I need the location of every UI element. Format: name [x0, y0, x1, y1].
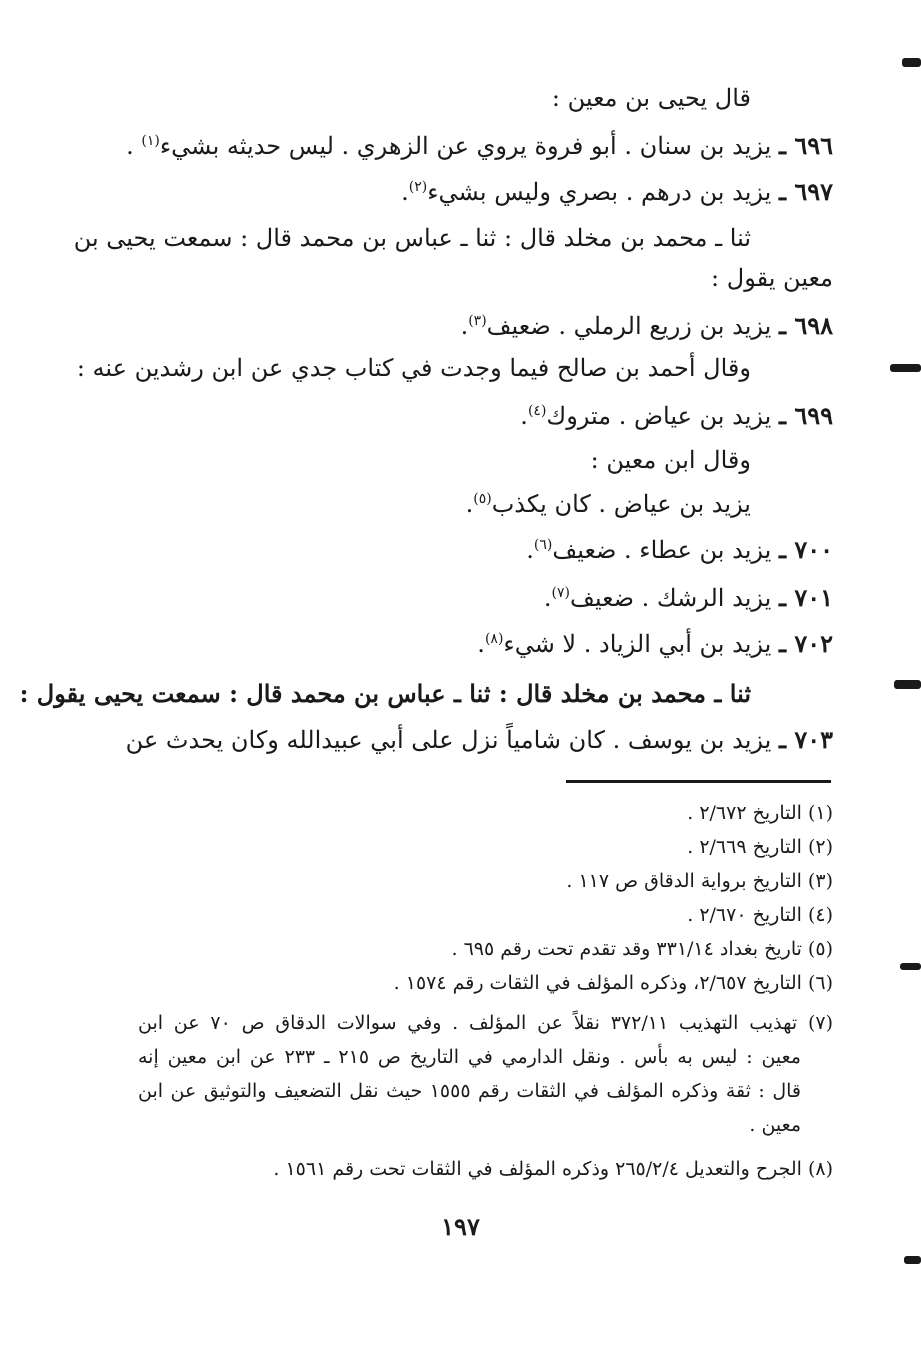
entry-number: ٦٩٩ ـ	[778, 401, 833, 430]
isnad-line: ثنا ـ محمد بن مخلد قال : ثنا ـ عباس بن محمد قال : سمعت يحيى يقول :	[19, 679, 751, 708]
text-line: معين يقول :	[711, 264, 833, 292]
entry-number: ٦٩٦ ـ	[778, 131, 833, 160]
footnote-ref: (٨)	[484, 631, 504, 647]
text-line: يزيد بن عياض . كان يكذب$^{(٥)}$.	[465, 490, 751, 518]
footnote-1: (١) التاريخ ٢/٦٧٢ .	[687, 802, 833, 824]
scan-edge-mark	[894, 680, 921, 689]
footnote-7-cont: معين .	[749, 1114, 801, 1136]
scan-edge-mark	[902, 58, 921, 67]
entry-703: ٧٠٣ ـ يزيد بن يوسف . كان شامياً نزل على أبي عبيدالله وكان يحدث عن	[125, 725, 833, 754]
entry-number: ٧٠٣ ـ	[778, 725, 833, 754]
entry-number: ٦٩٨ ـ	[778, 311, 833, 340]
footnote-7: (٧) تهذيب التهذيب ٣٧٢/١١ نقلاً عن المؤلف . وفي سوالات الدقاق ص ٧٠ عن ابن	[138, 1012, 833, 1034]
entry-700: ٧٠٠ ـ يزيد بن عطاء . ضعيف$^{(٦)}$.	[526, 535, 833, 564]
entry-number: ٧٠٠ ـ	[778, 535, 833, 564]
entry-698: ٦٩٨ ـ يزيد بن زريع الرملي . ضعيف$^{(٣)}$.	[460, 311, 833, 340]
footnote-5: (٥) تاريخ بغداد ٣٣١/١٤ وقد تقدم تحت رقم ٦٩٥ .	[451, 938, 833, 960]
page-number: ١٩٧	[441, 1212, 480, 1241]
footnote-ref: (٤)	[527, 403, 547, 419]
text-line: قال يحيى بن معين :	[551, 84, 751, 112]
text-line: وقال أحمد بن صالح فيما وجدت في كتاب جدي عن ابن رشدين عنه :	[76, 354, 751, 382]
footnote-7-cont: معين : ليس به بأس . ونقل الدارمي في التاريخ ص ٢١٥ ـ ٢٣٣ عن ابن معين إنه	[138, 1046, 801, 1068]
footnote-ref: (٢)	[408, 179, 428, 195]
entry-number: ٧٠١ ـ	[778, 583, 833, 612]
footnote-ref: (٣)	[468, 313, 487, 329]
footnote-ref: (٥)	[473, 491, 492, 507]
isnad-line: ثنا ـ محمد بن مخلد قال : ثنا ـ عباس بن محمد قال : سمعت يحيى بن	[73, 224, 751, 252]
footnote-8: (٨) الجرح والتعديل ٢٦٥/٢/٤ وذكره المؤلف في الثقات تحت رقم ١٥٦١ .	[273, 1158, 833, 1180]
footnote-ref: (٦)	[533, 537, 553, 553]
entry-699: ٦٩٩ ـ يزيد بن عياض . متروك$^{(٤)}$.	[520, 401, 833, 430]
scan-edge-mark	[890, 364, 921, 372]
entry-701: ٧٠١ ـ يزيد الرشك . ضعيف$^{(٧)}$.	[543, 583, 833, 612]
entry-number: ٧٠٢ ـ	[778, 629, 833, 658]
footnote-2: (٢) التاريخ ٢/٦٦٩ .	[687, 836, 833, 858]
entry-697: ٦٩٧ ـ يزيد بن درهم . بصري وليس بشيء$^{(٢)}$.	[401, 177, 833, 206]
footnote-4: (٤) التاريخ ٢/٦٧٠ .	[687, 904, 833, 926]
scan-edge-mark	[900, 963, 921, 970]
entry-number: ٦٩٧ ـ	[778, 177, 833, 206]
footnote-3: (٣) التاريخ برواية الدقاق ص ١١٧ .	[566, 870, 833, 892]
entry-702: ٧٠٢ ـ يزيد بن أبي الزياد . لا شيء$^{(٨)}$.	[477, 629, 833, 658]
text-line: وقال ابن معين :	[590, 446, 751, 474]
footnote-6: (٦) التاريخ ٢/٦٥٧، وذكره المؤلف في الثقات رقم ١٥٧٤ .	[393, 972, 833, 994]
footnote-separator	[566, 780, 831, 783]
entry-696: ٦٩٦ ـ يزيد بن سنان . أبو فروة يروي عن الزهري . ليس حديثه بشيء$^{(١)}$ .	[126, 131, 833, 160]
footnote-ref: (١)	[141, 133, 160, 149]
footnote-ref: (٧)	[551, 585, 570, 601]
scan-edge-mark	[904, 1256, 921, 1264]
footnote-7-cont: قال : ثقة وذكره المؤلف في الثقات رقم ١٥٥٥ حيث نقل التضعيف والتوثيق عن ابن	[138, 1080, 801, 1102]
